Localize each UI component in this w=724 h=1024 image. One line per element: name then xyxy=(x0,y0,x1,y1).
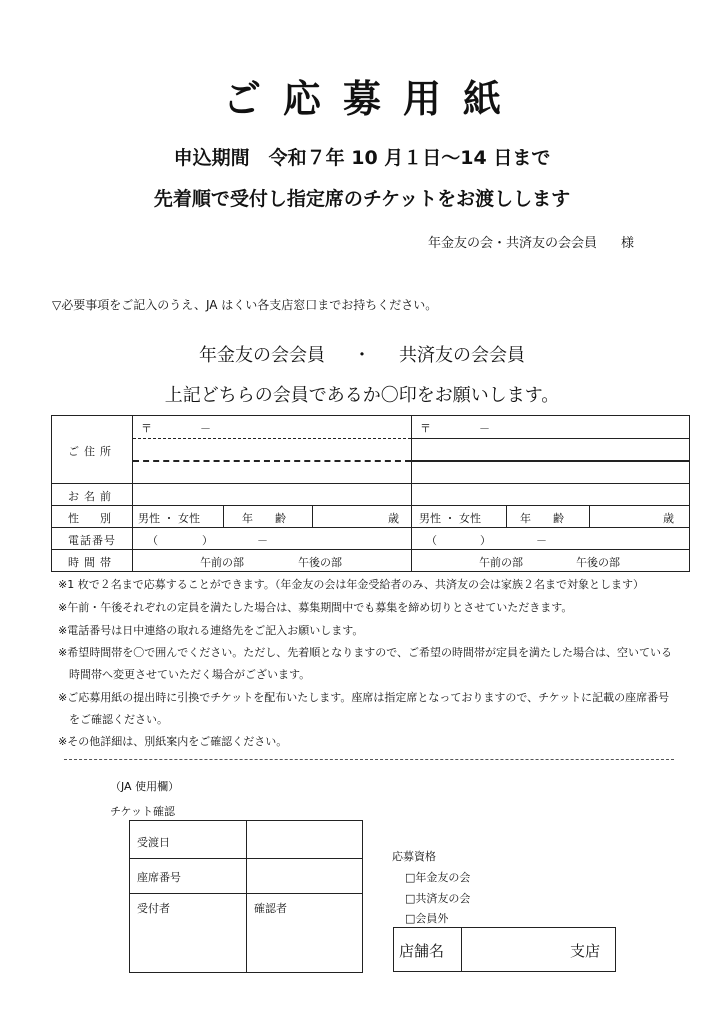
age-value-divider xyxy=(312,505,313,527)
honorific: 様 xyxy=(621,236,635,251)
store-label: 店舗名 xyxy=(399,942,445,960)
first-come-notice: 先着順で受付し指定席のチケットをお渡しします xyxy=(153,188,571,210)
age-label-1: 年 齢 xyxy=(242,512,286,525)
page-title: ご応募用紙 xyxy=(222,77,523,121)
ticket-check-title: チケット確認 xyxy=(110,805,176,818)
postal-mark: 〒 xyxy=(141,422,152,435)
addressee xyxy=(428,232,634,251)
time-am-1[interactable]: 午前の部 xyxy=(200,556,244,569)
address-field-4[interactable] xyxy=(412,462,689,482)
note: をご確認ください。 xyxy=(58,713,168,726)
phone-dash-1: － xyxy=(257,534,268,547)
store-name-box xyxy=(393,927,616,972)
gender-options-2[interactable]: 男性 ・ 女性 xyxy=(419,512,481,525)
note: ※ご応募用紙の提出時に引換でチケットを配布いたします。座席は指定席となっておりますので、チケットに記載の座席番号 xyxy=(58,691,670,704)
application-form-table xyxy=(51,415,690,572)
membership-option-pension[interactable]: 年金友の会会員 xyxy=(199,345,325,366)
label-name: お名前 xyxy=(68,490,116,503)
membership-option-mutual[interactable]: 共済友の会会員 xyxy=(399,345,525,366)
phone-dash-2: － xyxy=(536,534,547,547)
note: ※その他詳細は、別紙案内をご確認ください。 xyxy=(58,735,288,748)
ja-use-heading: （JA 使用欄） xyxy=(110,780,180,793)
ticket-row-divider xyxy=(130,858,362,859)
age-unit-1: 歳 xyxy=(388,512,399,525)
gender-options-1[interactable]: 男性 ・ 女性 xyxy=(138,512,200,525)
time-pm-2[interactable]: 午後の部 xyxy=(576,556,620,569)
note: ※電話番号は日中連絡の取れる連絡先をご記入お願いします。 xyxy=(58,624,364,637)
phone-close-1: ） xyxy=(202,534,213,547)
addressee-name: 年金友の会・共済友の会会員 xyxy=(428,236,598,251)
phone-close-2: ） xyxy=(480,534,491,547)
store-suffix: 支店 xyxy=(570,942,601,960)
note: 時間帯へ変更させていただく場合がございます。 xyxy=(58,668,311,681)
phone-open-2: （ xyxy=(426,534,437,547)
label-time: 時間帯 xyxy=(68,556,116,569)
postal-dash: － xyxy=(200,422,211,435)
label-gender: 性 別 xyxy=(68,512,116,525)
qualification-checkbox-nonmember[interactable]: □会員外 xyxy=(405,912,449,925)
application-period: 申込期間 令和７年 10 月１日～14 日まで xyxy=(173,147,551,169)
cut-line xyxy=(64,759,674,760)
age-label-2: 年 齢 xyxy=(520,512,564,525)
confirmer-label: 確認者 xyxy=(254,902,287,915)
label-phone: 電話番号 xyxy=(68,534,116,547)
receiver-label: 受付者 xyxy=(137,902,170,915)
gender-age-divider xyxy=(506,505,507,527)
postal-dash: － xyxy=(479,422,490,435)
time-am-2[interactable]: 午前の部 xyxy=(479,556,523,569)
address-field-1[interactable] xyxy=(133,439,411,459)
membership-separator: ・ xyxy=(353,345,371,366)
age-unit-2: 歳 xyxy=(663,512,674,525)
ticket-column-divider xyxy=(246,821,247,972)
name-field-1[interactable] xyxy=(133,484,411,504)
qualification-checkbox-pension[interactable]: □年金友の会 xyxy=(405,871,471,884)
qualification-checkbox-mutual[interactable]: □共済友の会 xyxy=(405,892,471,905)
delivery-date-label: 受渡日 xyxy=(137,836,170,849)
ticket-row-divider xyxy=(130,893,362,894)
phone-open-1: （ xyxy=(147,534,158,547)
age-value-divider xyxy=(589,505,590,527)
address-field-3[interactable] xyxy=(412,439,689,459)
membership-request: 上記どちらの会員であるか〇印をお願いします。 xyxy=(164,385,560,406)
membership-options xyxy=(0,341,724,367)
time-pm-1[interactable]: 午後の部 xyxy=(298,556,342,569)
gender-age-divider xyxy=(223,505,224,527)
row-divider xyxy=(52,505,689,506)
instructions: ▽必要事項をご記入のうえ、JA はくい各支店窓口までお持ちください。 xyxy=(52,298,438,312)
seat-number-label: 座席番号 xyxy=(137,871,181,884)
postal-mark: 〒 xyxy=(420,422,431,435)
label-address: ご住所 xyxy=(68,445,116,458)
ticket-check-table xyxy=(129,820,363,973)
note: ※1 枚で２名まで応募することができます。（年金友の会は年金受給者のみ、共済友の会は家族２名まで対象とします） xyxy=(58,578,644,591)
note: ※午前・午後それぞれの定員を満たした場合は、募集期間中でも募集を締め切りとさせていただきます。 xyxy=(58,601,573,614)
name-field-2[interactable] xyxy=(412,484,689,504)
qualification-title: 応募資格 xyxy=(392,850,436,863)
address-field-2[interactable] xyxy=(133,462,411,482)
row-divider xyxy=(52,549,689,550)
note: ※希望時間帯を〇で囲んでください。ただし、先着順となりますので、ご希望の時間帯が定員を満たした場合は、空いている xyxy=(58,646,672,659)
row-divider xyxy=(52,527,689,528)
